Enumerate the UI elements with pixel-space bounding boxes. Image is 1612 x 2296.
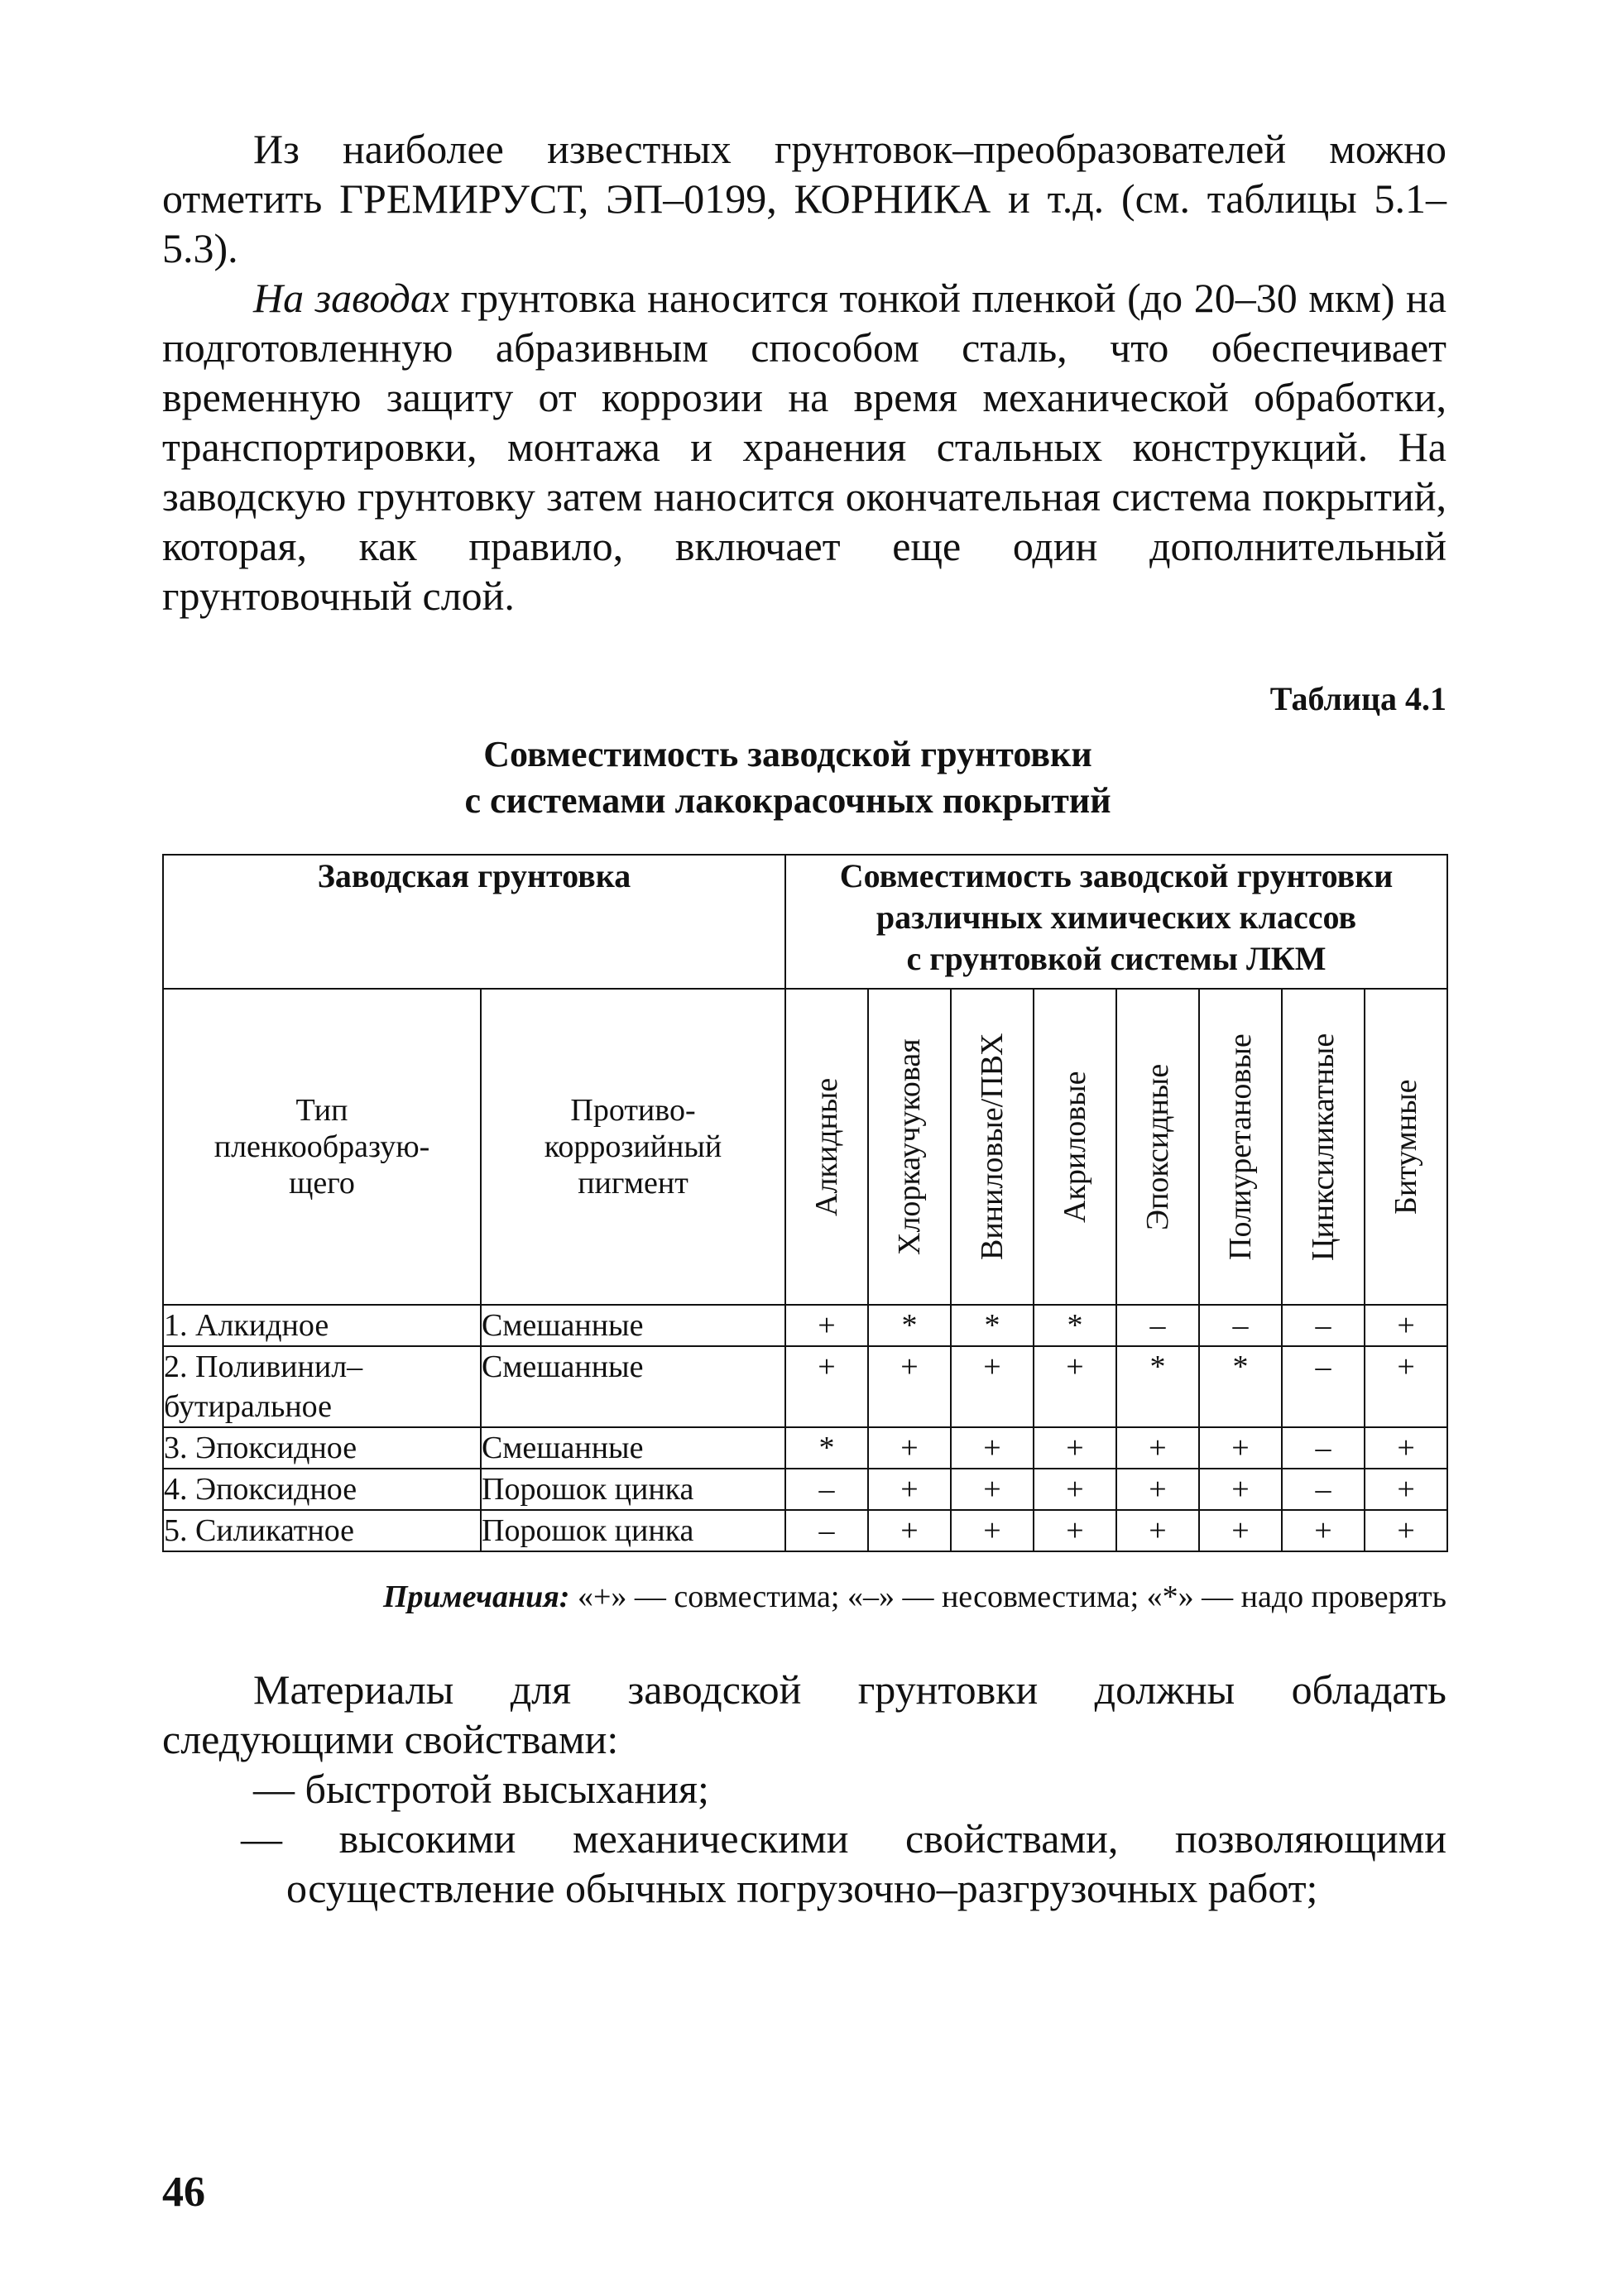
compat-mark: + bbox=[1034, 1469, 1116, 1510]
table-row bbox=[163, 1346, 1447, 1427]
row-binder-name-line: 4. Эпоксидное bbox=[164, 1472, 357, 1507]
compat-mark: + bbox=[1365, 1510, 1447, 1551]
compat-mark: + bbox=[1116, 1469, 1199, 1510]
row-binder-name-line: бутиральное bbox=[164, 1389, 332, 1424]
table-title-line-2: с системами лакокрасочных покрытий bbox=[464, 780, 1111, 821]
compat-mark: + bbox=[868, 1469, 951, 1510]
compat-mark: + bbox=[1365, 1427, 1447, 1469]
compat-mark: – bbox=[1282, 1427, 1365, 1469]
table-group-header-row bbox=[163, 855, 1447, 989]
column-header-acrylic-label: Акриловые bbox=[1058, 1071, 1092, 1223]
table-row bbox=[163, 1427, 1447, 1469]
compat-mark: – bbox=[1282, 1305, 1365, 1346]
column-header-alkyd-label: Алкидные bbox=[809, 1077, 844, 1216]
row-pigment: Смешанные bbox=[481, 1427, 785, 1469]
compat-mark: + bbox=[1365, 1346, 1447, 1427]
column-header-polyurethane-label: Полиуретановые bbox=[1223, 1033, 1258, 1260]
row-binder-name bbox=[163, 1510, 481, 1551]
compat-mark: + bbox=[1034, 1427, 1116, 1469]
compat-mark: + bbox=[1365, 1305, 1447, 1346]
compat-mark: + bbox=[951, 1469, 1034, 1510]
column-header-binder-type bbox=[163, 989, 481, 1305]
column-header-polyurethane bbox=[1199, 989, 1282, 1305]
column-header-vinyl-pvc bbox=[951, 989, 1034, 1305]
compat-mark: * bbox=[1034, 1305, 1116, 1346]
column-header-pigment-line-2: коррозийный bbox=[544, 1129, 722, 1164]
compat-mark: + bbox=[868, 1510, 951, 1551]
table-row bbox=[163, 1305, 1447, 1346]
table-title-line-1: Совместимость заводской грунтовки bbox=[483, 734, 1092, 774]
paragraph-intro: Из наиболее известных грунтовок–преобразователей можно отметить ГРЕМИРУСТ, ЭП–0199, КОРНИКА и т.д. (см. таблицы 5.1–5.3). bbox=[162, 126, 1446, 271]
row-binder-name bbox=[163, 1427, 481, 1469]
group-header-compatibility bbox=[785, 855, 1447, 989]
column-header-vinyl-pvc-label: Виниловые/ПВХ bbox=[975, 1033, 1010, 1261]
compat-mark: – bbox=[785, 1510, 868, 1551]
table-label: Таблица 4.1 bbox=[1269, 680, 1446, 717]
row-binder-name-line: 2. Поливинил– bbox=[164, 1349, 363, 1384]
row-pigment: Порошок цинка bbox=[481, 1510, 785, 1551]
compat-mark: + bbox=[1116, 1427, 1199, 1469]
compat-mark: + bbox=[951, 1510, 1034, 1551]
compat-mark: + bbox=[1199, 1469, 1282, 1510]
table-row bbox=[163, 1469, 1447, 1510]
compat-mark: + bbox=[1034, 1346, 1116, 1427]
compat-mark: – bbox=[1282, 1469, 1365, 1510]
column-header-alkyd bbox=[785, 989, 868, 1305]
paragraph-factory bbox=[162, 273, 1446, 621]
table-notes bbox=[162, 1577, 1446, 1617]
group-header-primer bbox=[163, 855, 785, 989]
compat-mark: + bbox=[1034, 1510, 1116, 1551]
column-header-epoxy bbox=[1116, 989, 1199, 1305]
row-pigment: Смешанные bbox=[481, 1346, 785, 1427]
compat-mark: + bbox=[785, 1346, 868, 1427]
row-binder-name-line: 1. Алкидное bbox=[164, 1308, 329, 1343]
compat-mark: – bbox=[1282, 1346, 1365, 1427]
column-header-pigment-line-3: пигмент bbox=[578, 1166, 688, 1201]
column-header-chlorinated-rubber bbox=[868, 989, 951, 1305]
compat-mark: * bbox=[1199, 1346, 1282, 1427]
row-binder-name bbox=[163, 1346, 481, 1427]
properties-section bbox=[162, 1665, 1446, 1913]
column-header-binder-type-line-3: щего bbox=[289, 1166, 355, 1201]
paragraph-properties: Материалы для заводской грунтовки должны обладать следующими свойствами: bbox=[162, 1666, 1446, 1762]
column-header-zinc-silicate bbox=[1282, 989, 1365, 1305]
compat-mark: + bbox=[1282, 1510, 1365, 1551]
paragraph-factory-emphasis: На заводах bbox=[253, 275, 450, 321]
row-binder-name-line: 3. Эпоксидное bbox=[164, 1431, 357, 1465]
compat-mark: + bbox=[1199, 1510, 1282, 1551]
row-binder-name bbox=[163, 1305, 481, 1346]
row-binder-name bbox=[163, 1469, 481, 1510]
column-header-bitumen bbox=[1365, 989, 1447, 1305]
compat-mark: – bbox=[785, 1469, 868, 1510]
page-content bbox=[162, 124, 1446, 1913]
compat-mark: + bbox=[868, 1346, 951, 1427]
compat-mark: + bbox=[951, 1346, 1034, 1427]
column-header-pigment-line-1: Противо- bbox=[570, 1093, 696, 1128]
group-header-compatibility-line-2: различных химических классов bbox=[876, 899, 1357, 936]
table-row bbox=[163, 1510, 1447, 1551]
compat-mark: + bbox=[951, 1427, 1034, 1469]
compat-mark: * bbox=[951, 1305, 1034, 1346]
column-header-pigment bbox=[481, 989, 785, 1305]
column-header-binder-type-line-1: Тип bbox=[295, 1093, 348, 1128]
compat-mark: – bbox=[1116, 1305, 1199, 1346]
column-header-epoxy-label: Эпоксидные bbox=[1140, 1063, 1175, 1230]
table-title bbox=[162, 731, 1446, 824]
compat-mark: – bbox=[1199, 1305, 1282, 1346]
property-item: — высокими механическими свойствами, позволяющими осуществление обычных погрузочно–разгрузочных работ; bbox=[241, 1815, 1446, 1911]
table-column-header-row bbox=[163, 989, 1447, 1305]
row-binder-name-line: 5. Силикатное bbox=[164, 1513, 355, 1548]
group-header-primer-label: Заводская грунтовка bbox=[317, 857, 631, 894]
table-notes-label: Примечания: bbox=[382, 1579, 570, 1614]
row-pigment: Порошок цинка bbox=[481, 1469, 785, 1510]
compat-mark: + bbox=[1365, 1469, 1447, 1510]
compatibility-table bbox=[162, 854, 1448, 1552]
column-header-binder-type-line-2: пленкообразую- bbox=[213, 1129, 430, 1164]
group-header-compatibility-line-3: с грунтовкой системы ЛКМ bbox=[906, 940, 1327, 977]
compat-mark: + bbox=[1116, 1510, 1199, 1551]
page-number: 46 bbox=[162, 2169, 205, 2216]
table-notes-text: «+» — совместима; «–» — несовместима; «*» — надо проверять bbox=[569, 1579, 1446, 1614]
column-header-acrylic bbox=[1034, 989, 1116, 1305]
row-pigment: Смешанные bbox=[481, 1305, 785, 1346]
compat-mark: * bbox=[785, 1427, 868, 1469]
compat-mark: + bbox=[868, 1427, 951, 1469]
column-header-chlorinated-rubber-label: Хлоркаучуковая bbox=[892, 1038, 927, 1255]
group-header-compatibility-line-1: Совместимость заводской грунтовки bbox=[839, 857, 1394, 894]
compat-mark: + bbox=[785, 1305, 868, 1346]
paragraph-factory-text: грунтовка наносится тонкой пленкой (до 20–30 мкм) на подготовленную абразивным способом сталь, что обеспечивает временную защиту от коррозии на время механической обработки, транспортировки, монтажа и хранения стальных конструкций. На заводскую грунтовку затем наносится окончательная система покрытий, которая, как правило, включает еще один дополнительный грунтовочный слой. bbox=[162, 275, 1446, 619]
column-header-zinc-silicate-label: Цинксиликатные bbox=[1306, 1033, 1341, 1261]
property-item: — быстротой высыхания; bbox=[253, 1766, 709, 1812]
compat-mark: + bbox=[1199, 1427, 1282, 1469]
compat-mark: * bbox=[868, 1305, 951, 1346]
compat-mark: * bbox=[1116, 1346, 1199, 1427]
column-header-bitumen-label: Битумные bbox=[1389, 1079, 1424, 1215]
